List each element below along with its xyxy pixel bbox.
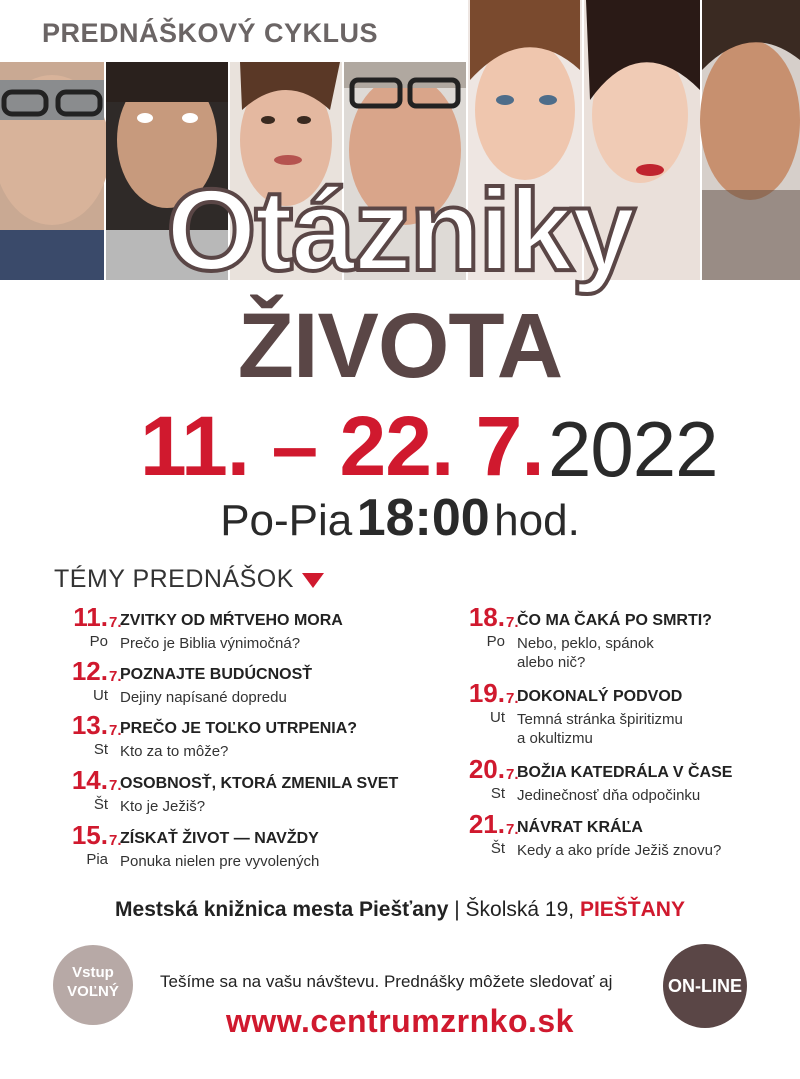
lecture-day: 18. <box>468 602 505 632</box>
lecture-item <box>453 602 800 682</box>
lecture-subtitle: Kedy a ako príde Ježiš znovu? <box>517 842 722 859</box>
lecture-weekday: Št <box>490 840 505 857</box>
lecture-subtitle-line-2: a okultizmu <box>517 730 593 747</box>
lecture-item <box>453 754 800 816</box>
lecture-item <box>453 809 800 871</box>
lecture-title: ZVITKY OD MŔTVEHO MORA <box>120 612 343 629</box>
lecture-subtitle-line-2: alebo nič? <box>517 654 586 671</box>
lecture-weekday: Pia <box>86 851 108 868</box>
venue-separator: | <box>448 898 466 921</box>
lecture-item <box>56 656 436 718</box>
lecture-weekday: St <box>490 785 505 802</box>
date-range: 11. – 22. 7. <box>140 399 544 493</box>
lecture-title: OSOBNOSŤ, KTORÁ ZMENILA SVET <box>120 775 399 792</box>
venue-city: PIEŠŤANY <box>579 898 685 921</box>
lecture-title: NÁVRAT KRÁĽA <box>517 819 643 836</box>
time-unit: hod. <box>494 496 580 545</box>
venue-row <box>0 898 800 922</box>
lecture-subtitle: Ponuka nielen pre vyvolených <box>120 853 320 870</box>
title-line-2: ŽIVOTA <box>237 295 563 397</box>
lecture-day: 14. <box>71 765 108 795</box>
lecture-title: ČO MA ČAKÁ PO SMRTI? <box>517 612 712 629</box>
lecture-item <box>453 678 800 758</box>
venue-name: Mestská knižnica mesta Piešťany <box>115 898 449 921</box>
lecture-month: 7. <box>506 766 519 783</box>
lecture-subtitle: Nebo, peklo, spánok <box>517 635 654 652</box>
time-hour: 18:00 <box>356 489 490 547</box>
website-link[interactable]: www.centrumzrnko.sk <box>226 1003 574 1039</box>
lecture-subtitle: Kto za to môže? <box>120 743 229 760</box>
date-year: 2022 <box>548 405 718 493</box>
lecture-weekday: St <box>93 741 108 758</box>
lecture-month: 7. <box>109 614 122 631</box>
topics-heading <box>54 565 324 594</box>
lecture-title: POZNAJTE BUDÚCNOSŤ <box>120 666 313 683</box>
lecture-month: 7. <box>109 777 122 794</box>
lecture-day: 21. <box>468 809 505 839</box>
lecture-weekday: Ut <box>93 687 108 704</box>
lecture-month: 7. <box>109 668 122 685</box>
time-days: Po-Pia <box>220 496 353 545</box>
lecture-month: 7. <box>109 832 122 849</box>
triangle-down-icon <box>302 573 324 588</box>
lecture-subtitle: Temná stránka špiritizmu <box>517 711 683 728</box>
lecture-item <box>56 765 436 827</box>
lecture-day: 20. <box>468 754 505 784</box>
online-badge: ON-LINE <box>663 944 747 1028</box>
lecture-month: 7. <box>506 690 519 707</box>
lecture-title: BOŽIA KATEDRÁLA V ČASE <box>517 764 733 781</box>
lecture-day: 11. <box>73 602 108 632</box>
lecture-day: 13. <box>71 710 108 740</box>
lecture-day: 15. <box>71 820 108 850</box>
entry-line-1: Vstup <box>72 964 114 981</box>
topics-heading-text: TÉMY PREDNÁŠOK <box>54 565 294 593</box>
lecture-subtitle: Prečo je Biblia výnimočná? <box>120 635 301 652</box>
venue-street: Školská 19, <box>465 898 580 921</box>
entry-line-2: VOĽNÝ <box>67 983 119 1000</box>
lecture-item <box>56 710 436 772</box>
time-row <box>0 489 800 547</box>
lecture-subtitle: Kto je Ježiš? <box>120 798 206 815</box>
series-label: PREDNÁŠKOVÝ CYKLUS <box>42 18 379 48</box>
lecture-title: ZÍSKAŤ ŽIVOT — NAVŽDY <box>120 830 319 847</box>
lecture-day: 12. <box>71 656 108 686</box>
lecture-weekday: Ut <box>490 709 505 726</box>
title-line-1: Otázniky <box>166 165 634 295</box>
lecture-item <box>56 602 436 664</box>
lecture-item <box>56 820 436 882</box>
lecture-weekday: Št <box>93 796 108 813</box>
lecture-weekday: Po <box>89 633 108 650</box>
lecture-weekday: Po <box>486 633 505 650</box>
lecture-subtitle: Jedinečnosť dňa odpočinku <box>517 787 701 804</box>
lecture-month: 7. <box>506 821 519 838</box>
lecture-day: 19. <box>468 678 505 708</box>
lecture-title: PREČO JE TOĽKO UTRPENIA? <box>120 720 358 737</box>
lecture-title: DOKONALÝ PODVOD <box>517 688 683 705</box>
lecture-month: 7. <box>506 614 519 631</box>
lecture-month: 7. <box>109 722 122 739</box>
welcome-text: Tešíme sa na vašu návštevu. Prednášky môžete sledovať aj <box>160 972 613 991</box>
lecture-subtitle: Dejiny napísané dopredu <box>120 689 287 706</box>
